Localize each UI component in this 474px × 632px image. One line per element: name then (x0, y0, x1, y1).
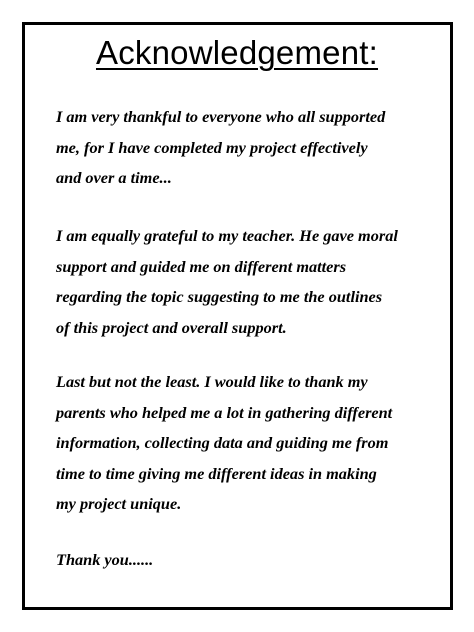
text-line: my project unique. (56, 494, 182, 513)
text-line: me, for I have completed my project effectively (56, 137, 368, 157)
page-title: Acknowledgement: (95, 34, 379, 71)
text-line: I am equally grateful to my teacher. He gave moral (56, 226, 398, 245)
text-line: of this project and overall support. (56, 317, 287, 337)
text-line: Last but not the least. I would like to thank my (56, 372, 368, 391)
text-line: information, collecting data and guiding me from (56, 433, 389, 452)
closing-line (56, 545, 446, 576)
paragraph-thanks-teacher (56, 221, 446, 343)
text-line: Thank you...... (56, 550, 154, 569)
text-line: parents who helped me a lot in gathering different (56, 402, 393, 422)
paragraph-thanks-everyone (56, 102, 446, 194)
text-line: time to time giving me different ideas in making (56, 463, 377, 483)
text-line: support and guided me on different matters (56, 256, 347, 276)
paragraph-thanks-parents (56, 367, 446, 520)
text-line: regarding the topic suggesting to me the outlines (56, 287, 383, 306)
text-line: and over a time... (56, 168, 172, 187)
text-line: I am very thankful to everyone who all supported (56, 107, 386, 126)
